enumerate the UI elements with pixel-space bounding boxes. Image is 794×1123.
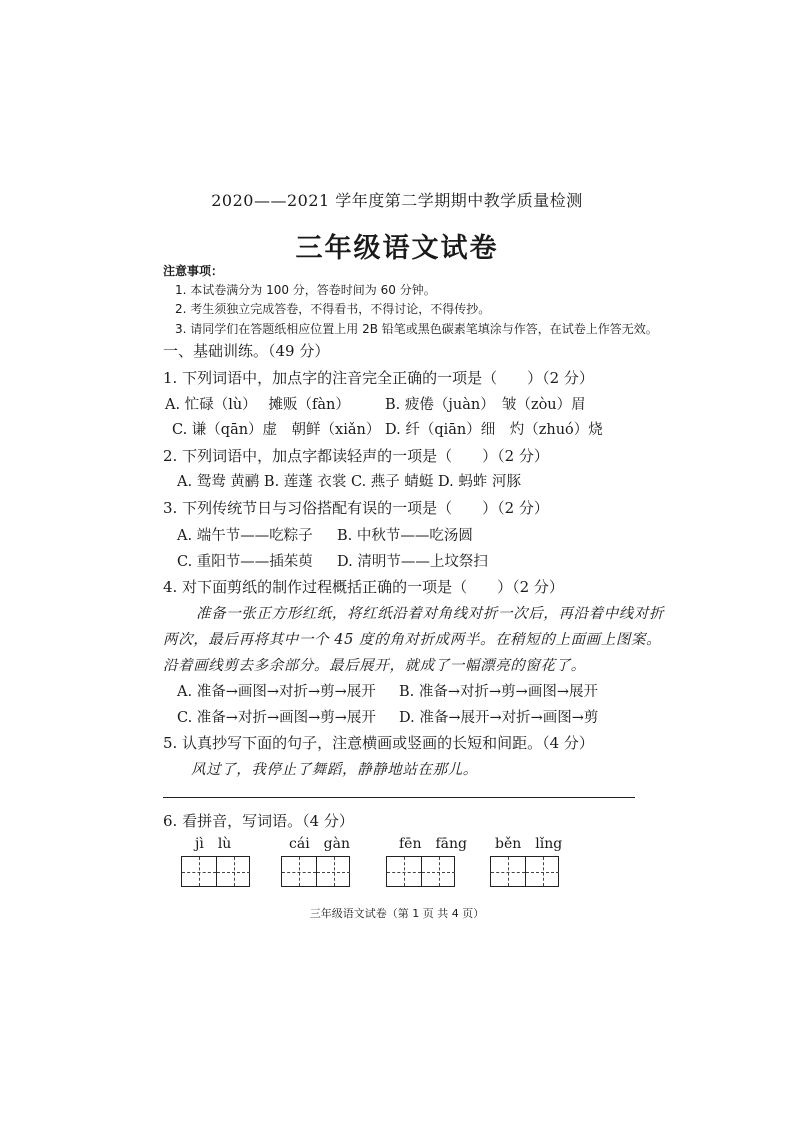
question-5-stem: 5. 认真抄写下面的句子，注意横画或竖画的长短和间距。（4 分） (163, 734, 594, 752)
question-3-option-c: C. 重阳节——插茱萸 (177, 554, 313, 570)
question-2-stem: 2. 下列词语中，加点字都读轻声的一项是（ ）（2 分） (163, 447, 549, 465)
question-1-option-b: B. 疲倦（juàn） 皱（zòu）眉 (385, 397, 586, 413)
question-4-passage-line: 沿着画线剪去多余部分。最后展开，就成了一幅漂亮的窗花了。 (163, 658, 586, 674)
writing-cell[interactable] (387, 857, 421, 886)
pinyin-label: běn lǐng (495, 836, 563, 852)
question-4-option-b: B. 准备→对折→剪→画图→展开 (399, 684, 598, 700)
question-3-option-b: B. 中秋节——吃汤圆 (337, 528, 473, 544)
question-1-option-d: D. 纤（qiān）细 灼（zhuó）烧 (385, 422, 603, 438)
page-title: 三年级语文试卷 (295, 233, 499, 264)
writing-cell[interactable] (182, 857, 216, 886)
question-4-stem: 4. 对下面剪纸的制作过程概括正确的一项是（ ）（2 分） (163, 578, 564, 596)
question-1-option-c: C. 谦（qān）虚 朝鲜（xiǎn） (172, 422, 381, 438)
answer-line (163, 797, 635, 798)
question-2-options: A. 鸳鸯 黄鹂 B. 莲蓬 衣裳 C. 燕子 蜻蜓 D. 蚂蚱 河豚 (177, 474, 521, 490)
question-4-passage-line: 准备一张正方形红纸，将红纸沿着对角线对折一次后，再沿着中线对折 (196, 606, 665, 622)
question-4-passage-line: 两次，最后再将其中一个 45 度的角对折成两半。在稍短的上面画上图案。 (163, 632, 662, 648)
exam-header: 2020——2021 学年度第二学期期中教学质量检测 (211, 191, 583, 210)
writing-grid[interactable] (281, 856, 350, 887)
writing-cell[interactable] (316, 857, 350, 886)
writing-cell[interactable] (421, 857, 455, 886)
writing-cell[interactable] (525, 857, 559, 886)
writing-grid[interactable] (386, 856, 455, 887)
question-3-option-a: A. 端午节——吃粽子 (177, 528, 313, 544)
writing-cell[interactable] (216, 857, 250, 886)
writing-cell[interactable] (491, 857, 525, 886)
note-item: 3. 请同学们在答题纸相应位置上用 2B 铅笔或黑色碳素笔填涂与作答，在试卷上作答无效。 (175, 322, 658, 336)
writing-grid[interactable] (490, 856, 559, 887)
question-4-option-c: C. 准备→对折→画图→剪→展开 (177, 710, 376, 726)
pinyin-label: cái gàn (289, 836, 350, 852)
question-4-option-a: A. 准备→画图→对折→剪→展开 (177, 684, 376, 700)
question-4-option-d: D. 准备→展开→对折→画图→剪 (399, 710, 599, 726)
note-item: 1. 本试卷满分为 100 分，答卷时间为 60 分钟。 (175, 283, 436, 297)
question-1-option-a: A. 忙碌（lù） 摊贩（fàn） (165, 397, 350, 413)
pinyin-label: fēn fāng (399, 836, 467, 852)
question-3-option-d: D. 清明节——上坟祭扫 (337, 554, 488, 570)
pinyin-label: jì lù (195, 836, 232, 852)
question-6-stem: 6. 看拼音，写词语。（4 分） (163, 812, 354, 830)
section-heading: 一、基础训练。（49 分） (163, 342, 330, 360)
writing-grid[interactable] (181, 856, 250, 887)
question-5-sentence: 风过了，我停止了舞蹈，静静地站在那儿。 (191, 762, 478, 778)
note-item: 2. 考生须独立完成答卷，不得看书，不得讨论，不得传抄。 (175, 302, 491, 316)
notes-label: 注意事项： (163, 264, 224, 278)
writing-cell[interactable] (282, 857, 316, 886)
question-1-stem: 1. 下列词语中，加点字的注音完全正确的一项是（ ）（2 分） (163, 369, 594, 387)
page-footer: 三年级语文试卷（第 1 页 共 4 页） (309, 907, 485, 920)
question-3-stem: 3. 下列传统节日与习俗搭配有误的一项是（ ）（2 分） (163, 499, 549, 517)
